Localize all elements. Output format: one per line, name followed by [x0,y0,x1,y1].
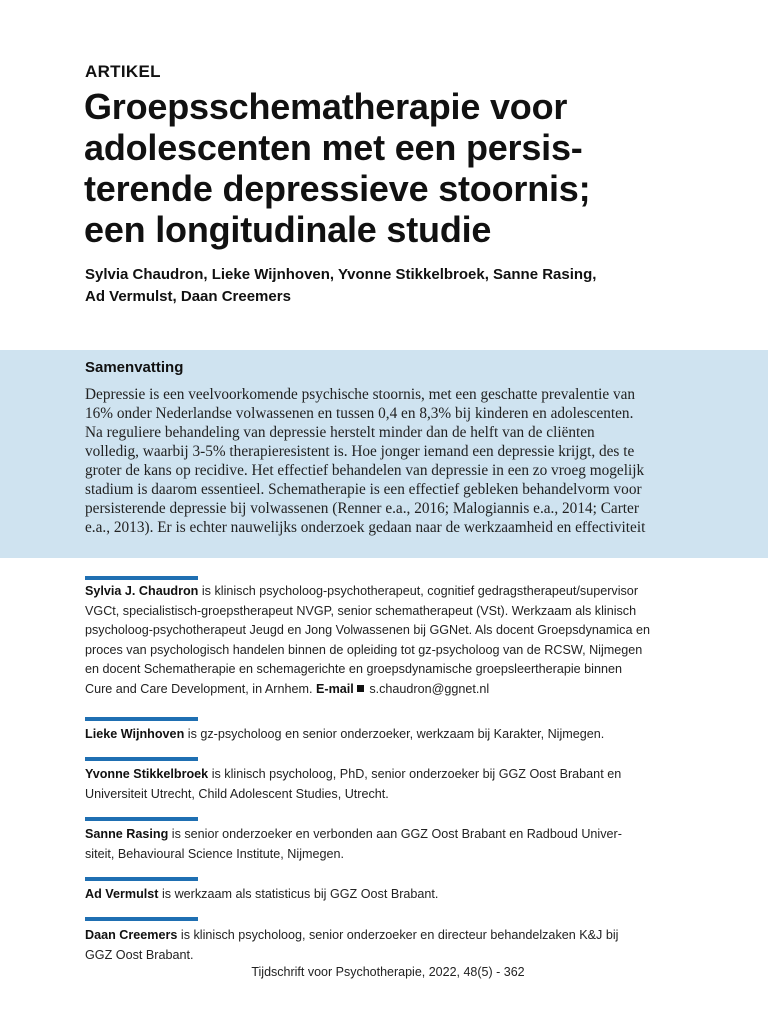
summary-line: Na reguliere behandeling van depressie herstelt minder dan de helft van de cliënten [85,424,595,441]
bio-line [85,825,705,845]
bio-line: proces van psychologisch handelen binnen de opleiding tot gz-psycholoog van de RCSW, Nijmegen [85,642,643,657]
bio-name: Sanne Rasing [85,827,169,841]
author-bio-rasing [85,825,705,864]
summary-line: e.a., 2013). Er is echter nauwelijks onderzoek gedaan naar de werkzaamheid en effectiviteit [85,519,646,536]
summary-box [0,350,768,558]
bio-line [85,582,705,602]
bio-text: is klinisch psycholoog, senior onderzoeker en directeur behandelzaken K&J bij [177,928,619,942]
title-line: adolescenten met een persis- [84,127,583,168]
title-line: terende depressieve stoornis; [84,168,591,209]
bio-line [85,926,705,946]
bio-name: Lieke Wijnhoven [85,727,185,741]
author-bio-stikkelbroek [85,765,705,804]
bio-rule [85,817,198,821]
article-label: ARTIKEL [85,62,161,81]
bio-text: is klinisch psycholoog-psychotherapeut, cognitief gedragstherapeut/supervisor [198,584,639,598]
bio-line: en docent Schematherapie en schemagerichte en groepsdynamische groepsleertherapie binnen [85,662,622,676]
bio-text: is werkzaam als statisticus bij GGZ Oost Brabant. [158,887,439,901]
author-line: Sylvia Chaudron, Lieke Wijnhoven, Yvonne Stikkelbroek, Sanne Rasing, [85,266,597,283]
bio-text: is gz-psycholoog en senior onderzoeker, werkzaam bij Karakter, Nijmegen. [184,727,605,741]
bio-rule [85,917,198,921]
bio-line: GGZ Oost Brabant. [85,947,194,962]
summary-line: stadium is daarom essentieel. Schematherapie is een effectief gebleken behandelvorm voor [85,481,642,498]
email-label: E-mail [316,681,354,696]
author-bio-chaudron [85,582,705,699]
summary-heading: Samenvatting [85,359,184,376]
summary-line: volledig, waarbij 3-5% therapieresistent is. Hoe jonger iemand een depressie krijgt, des te [85,443,635,460]
bio-name: Yvonne Stikkelbroek [85,767,209,781]
bio-line: psycholoog-psychotherapeut Jeugd en Jong Volwassenen bij GGNet. Als docent Groepsdynamica en [85,623,650,637]
author-bio-vermulst [85,885,705,905]
square-bullet-icon [357,685,364,692]
bio-line [85,680,705,700]
bio-name: Sylvia J. Chaudron [85,584,199,598]
bio-name: Ad Vermulst [85,887,159,901]
author-line: Ad Vermulst, Daan Creemers [85,288,291,305]
title-line: Groepsschematherapie voor [84,86,568,127]
summary-text [85,385,705,537]
bio-rule [85,576,198,580]
bio-name: Daan Creemers [85,928,178,942]
bio-rule [85,877,198,881]
title-line: een longitudinale studie [84,209,492,250]
bio-text: is senior onderzoeker en verbonden aan GGZ Oost Brabant en Radboud Univer- [168,827,622,841]
author-bio-wijnhoven [85,725,705,745]
bio-text: is klinisch psycholoog, PhD, senior onderzoeker bij GGZ Oost Brabant en [208,767,622,781]
bio-rule [85,757,198,761]
author-bio-creemers [85,926,705,965]
summary-line: groter de kans op recidive. Het effectief behandelen van depressie in een zo vroeg mogelijk [85,462,645,479]
article-title [84,86,724,250]
bio-text: Cure and Care Development, in Arnhem. [85,681,313,696]
bio-line [85,885,705,905]
bio-line: VGCt, specialistisch-groepstherapeut NVGP, senior schematherapeut (VSt). Werkzaam als klinisch [85,603,637,618]
summary-line: persisterende depressie bij volwassenen (Renner e.a., 2016; Malogiannis e.a., 2014; Carter [85,500,639,517]
bio-line: siteit, Behavioural Science Institute, Nijmegen. [85,846,345,861]
bio-line [85,765,705,785]
journal-footer [0,965,768,979]
bio-rule [85,717,198,721]
email-link[interactable]: s.chaudron@ggnet.nl [369,681,490,696]
author-list [85,264,725,308]
journal-citation: Tijdschrift voor Psychotherapie, 2022, 48(5) - 362 [251,965,525,979]
summary-line: 16% onder Nederlandse volwassenen en tussen 0,4 en 8,3% bij kinderen en adolescenten. [85,405,634,422]
bio-line: Universiteit Utrecht, Child Adolescent Studies, Utrecht. [85,786,389,801]
bio-line [85,725,705,745]
summary-line: Depressie is een veelvoorkomende psychische stoornis, met een geschatte prevalentie van [85,386,636,403]
